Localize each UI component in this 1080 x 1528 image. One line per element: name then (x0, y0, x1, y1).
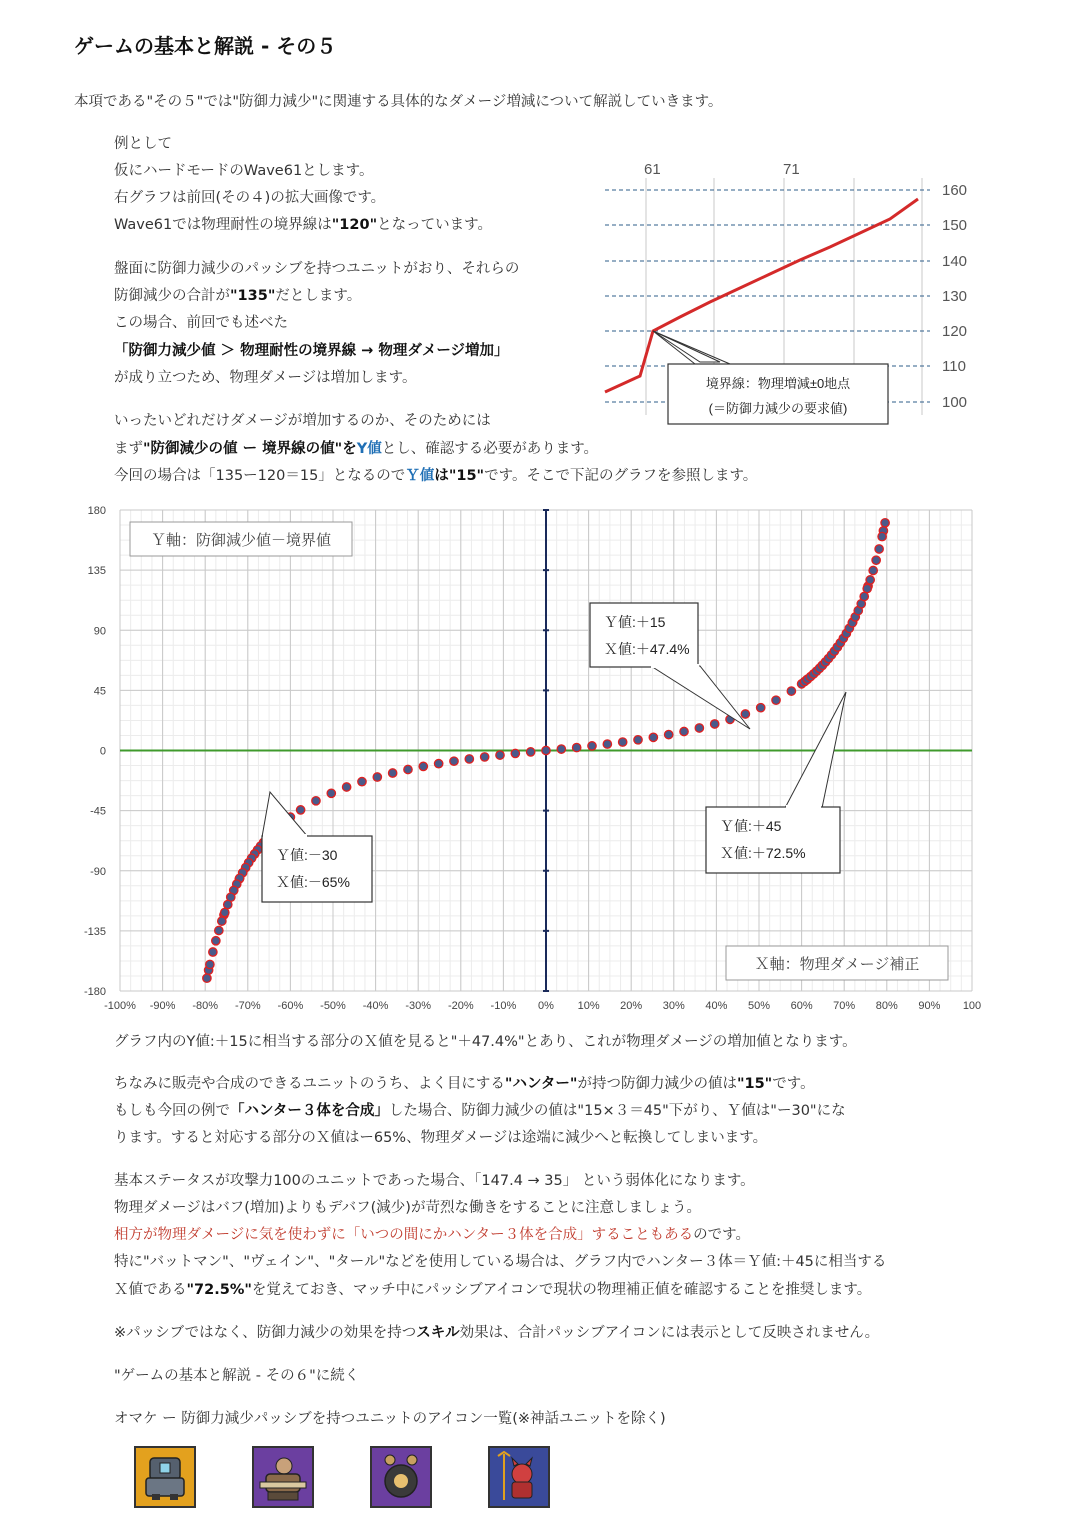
example-line-5: 盤面に防御力減少のパッシブを持つユニットがおり、それらの (114, 261, 520, 277)
y-tick-label: 0 (99, 745, 106, 758)
y-tick-label: 45 (93, 685, 106, 698)
data-point (221, 908, 229, 916)
callout-plus45-y: Ｙ値:＋45 (720, 818, 782, 834)
x-tick-label: 0% (538, 1000, 554, 1012)
x-tick-label: 60% (790, 1000, 813, 1012)
x-tick-label: -40% (362, 1000, 389, 1012)
data-point (710, 720, 718, 728)
after-paragraph-6: 物理ダメージはバフ(増加)よりもデバフ(減少)が苛烈な働きをすることに注意しましょう。 (114, 1200, 701, 1216)
data-point (480, 753, 488, 761)
data-point (419, 762, 427, 770)
x-tick-label: 20% (620, 1000, 643, 1012)
after-paragraph-8: 特に"バットマン"、"ヴェイン"、"タール"などを使用している場合は、グラフ内でハンター３体＝Ｙ値:＋45に相当する (114, 1254, 887, 1270)
after-paragraph-11: "ゲームの基本と解説 - その６"に続く (114, 1368, 360, 1384)
example-line-7: この場合、前回でも述べた (114, 315, 288, 331)
x-tick-label: -50% (320, 1000, 346, 1012)
example-line-12: 今回の場合は「135ー120＝15」となるのでＹ値は"15"です。そこで下記のグラフを参照します。 (114, 468, 758, 484)
x-tick-label: 40% (705, 1000, 728, 1012)
intro-paragraph: 本項である"その５"では"防御力減少"に関連する具体的なダメージ増減について解説していきます。 (74, 94, 723, 110)
data-point (434, 759, 442, 767)
devil-unit-icon (488, 1446, 550, 1508)
data-point (203, 974, 211, 982)
after-paragraph-5: 基本ステータスが攻撃力100のユニットであった場合、「147.4 → 35」 という弱体化になります。 (114, 1173, 755, 1189)
data-point (450, 757, 458, 765)
small-chart-tick: 130 (942, 288, 968, 305)
example-line-9: が成り立つため、物理ダメージは増加します。 (114, 370, 417, 386)
example-line-6: 防御減少の合計が"135"だとします。 (114, 288, 362, 304)
data-point (296, 806, 304, 814)
data-point (618, 738, 626, 746)
example-line-8: 「防御力減少値 ＞ 物理耐性の境界線 → 物理ダメージ増加」 (114, 343, 509, 359)
data-point (772, 696, 780, 704)
bandit-unit-icon (252, 1446, 314, 1508)
x-tick-label: 80% (875, 1000, 898, 1012)
data-point (588, 742, 596, 750)
armored-robot-unit-icon (134, 1446, 196, 1508)
example-line-1: 例として (114, 136, 172, 152)
after-paragraph-12: オマケ ー 防御力減少パッシブを持つユニットのアイコン一覧(※神話ユニットを除く) (114, 1411, 666, 1427)
small-chart-tick: 150 (942, 217, 968, 234)
x-tick-label: -70% (234, 1000, 261, 1012)
data-point (212, 937, 220, 945)
example-line-11: まず"防御減少の値 ー 境界線の値"をY値とし、確認する必要があります。 (114, 441, 599, 457)
data-point (327, 789, 335, 797)
data-point (209, 948, 217, 956)
data-point (695, 724, 703, 732)
data-point (603, 740, 611, 748)
x-tick-label: 100 (962, 1000, 982, 1012)
data-point (388, 769, 396, 777)
x-tick-label: 10% (577, 1000, 600, 1012)
small-chart-tick: 160 (942, 182, 968, 199)
example-line-2: 仮にハードモードのWave61とします。 (114, 163, 374, 179)
data-point (649, 733, 657, 741)
small-chart-wave-label: 71 (783, 161, 800, 178)
small-chart-callout-line2: (＝防御力減少の要求値) (708, 401, 848, 416)
data-point (496, 751, 504, 759)
y-tick-label: 135 (87, 565, 106, 578)
x-tick-label: -60% (277, 1000, 304, 1012)
data-point (757, 703, 765, 711)
x-tick-label: -100% (104, 1000, 136, 1012)
data-point (860, 592, 868, 600)
data-point (224, 900, 232, 908)
damage-correction-chart (74, 498, 986, 1020)
data-point (863, 584, 871, 592)
small-chart-tick: 110 (942, 358, 966, 375)
after-paragraph-10: ※パッシブではなく、防御力減少の効果を持つスキル効果は、合計パッシブアイコンには表示として反映されません。 (114, 1325, 880, 1341)
data-point (526, 748, 534, 756)
callout-minus30-x: Ｘ値:－65% (276, 874, 350, 890)
after-paragraph-1: グラフ内のY値:＋15に相当する部分のＸ値を見ると"＋47.4%"とあり、これが物理ダメージの増加値となります。 (114, 1034, 857, 1050)
after-paragraph-2: ちなみに販売や合成のできるユニットのうち、よく目にする"ハンター"が持つ防御力減少の値は"15"です。 (114, 1076, 815, 1092)
x-axis-label: Ｘ軸：物理ダメージ補正 (754, 956, 920, 973)
data-point (869, 566, 877, 574)
callout-plus15-y: Ｙ値:＋15 (604, 614, 666, 630)
data-point (572, 743, 580, 751)
y-axis-label: Ｙ軸：防御減少値－境界値 (150, 532, 332, 549)
data-point (312, 797, 320, 805)
data-point (878, 532, 886, 540)
data-point (404, 765, 412, 773)
small-chart-callout-line1: 境界線：物理増減±0地点 (705, 376, 851, 391)
data-point (875, 545, 883, 553)
x-tick-label: 90% (918, 1000, 941, 1012)
x-tick-label: 30% (662, 1000, 685, 1012)
small-chart-tick: 100 (942, 394, 968, 411)
data-point (664, 730, 672, 738)
data-point (218, 917, 226, 925)
example-line-10: いったいどれだけダメージが増加するのか、そのためには (114, 413, 491, 429)
x-tick-label: -80% (192, 1000, 219, 1012)
zoomed-boundary-chart (600, 150, 1000, 435)
bomb-unit-icon (370, 1446, 432, 1508)
data-point (741, 710, 749, 718)
after-paragraph-7: 相方が物理ダメージに気を使わずに「いつの間にかハンター３体を合成」することもあるのです。 (114, 1227, 750, 1243)
x-tick-label: 70% (833, 1000, 856, 1012)
after-paragraph-3: もしも今回の例で「ハンター３体を合成」した場合、防御力減少の値は"15×３＝45"下がり、Ｙ値は"ー30"にな (114, 1103, 846, 1119)
x-tick-label: -20% (447, 1000, 474, 1012)
example-line-4: Wave61では物理耐性の境界線は"120"となっています。 (114, 217, 492, 233)
data-point (680, 727, 688, 735)
y-tick-label: -45 (90, 805, 106, 818)
data-point (881, 519, 889, 527)
y-tick-label: 180 (87, 505, 106, 517)
data-point (634, 736, 642, 744)
x-tick-label: -90% (149, 1000, 176, 1012)
data-point (342, 783, 350, 791)
small-chart-tick: 140 (942, 253, 968, 270)
y-tick-label: 90 (93, 625, 106, 638)
data-point (557, 745, 565, 753)
data-point (206, 960, 214, 968)
after-paragraph-4: ります。すると対応する部分のＸ値はー65%、物理ダメージは途端に減少へと転換してしまいます。 (114, 1130, 768, 1146)
callout-plus15-x: Ｘ値:＋47.4% (604, 641, 690, 657)
data-point (215, 926, 223, 934)
data-point (358, 777, 366, 785)
x-tick-label: -10% (490, 1000, 517, 1012)
y-tick-label: -180 (83, 986, 106, 998)
data-point (872, 556, 880, 564)
data-point (465, 755, 473, 763)
data-point (373, 773, 381, 781)
data-point (542, 746, 550, 754)
data-point (787, 687, 795, 695)
y-tick-label: -135 (83, 925, 106, 938)
small-chart-wave-label: 61 (644, 161, 661, 178)
example-line-3: 右グラフは前回(その４)の拡大画像です。 (114, 190, 386, 206)
data-point (511, 749, 519, 757)
callout-minus30-y: Ｙ値:－30 (276, 847, 338, 863)
after-paragraph-9: Ｘ値である"72.5%"を覚えておき、マッチ中にパッシブアイコンで現状の物理補正値を確認することを推奨します。 (114, 1282, 872, 1298)
small-chart-tick: 120 (942, 323, 968, 340)
callout-plus45-x: Ｘ値:＋72.5% (720, 845, 806, 861)
page-title: ゲームの基本と解説 - その５ (74, 34, 337, 58)
x-tick-label: 50% (747, 1000, 771, 1012)
data-point (866, 576, 874, 584)
x-tick-label: -30% (405, 1000, 432, 1012)
y-tick-label: -90 (90, 865, 106, 878)
